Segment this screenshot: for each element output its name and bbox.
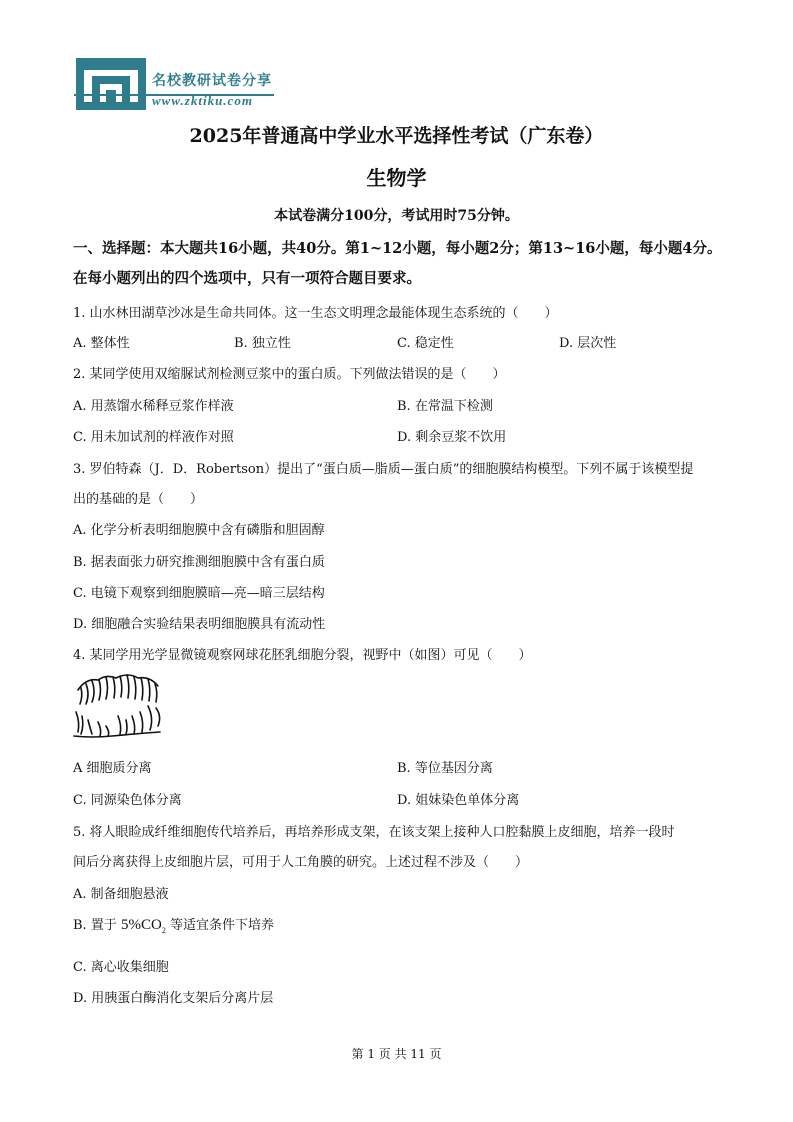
q1-option-a: A. 整体性 <box>73 336 130 351</box>
question-1-stem: 1. 山水林田湖草沙冰是生命共同体。这一生态文明理念最能体现生态系统的（ ） <box>73 306 558 321</box>
q1-option-b: B. 独立性 <box>234 336 291 351</box>
exam-info: 本试卷满分100分，考试用时75分钟。 <box>274 208 519 224</box>
section-heading: 一、选择题：本大题共16小题，共40分。第1~12小题，每小题2分；第13~16小题，每小题4分。在每小题列出的四个选项中，只有一项符合题目要求。 <box>73 240 722 287</box>
q3-option-d: D. 细胞融合实验结果表明细胞膜具有流动性 <box>73 617 326 632</box>
q2-option-a: A. 用蒸馏水稀释豆浆作样液 <box>73 399 234 414</box>
exam-title: 2025年普通高中学业水平选择性考试（广东卷） <box>189 125 604 147</box>
cell-division-sketch <box>72 672 166 740</box>
question-4-stem: 4. 某同学用光学显微镜观察网球花胚乳细胞分裂，视野中（如图）可见（ ） <box>73 648 532 663</box>
question-2-stem: 2. 某同学使用双缩脲试剂检测豆浆中的蛋白质。下列做法错误的是（ ） <box>73 367 506 382</box>
q1-option-c: C. 稳定性 <box>397 336 454 351</box>
q3-option-b: B. 据表面张力研究推测细胞膜中含有蛋白质 <box>73 555 325 570</box>
q3-option-a: A. 化学分析表明细胞膜中含有磷脂和胆固醇 <box>73 523 325 538</box>
q4-option-d: D. 姐妹染色单体分离 <box>397 793 520 808</box>
q5-option-b-label: B. 置于 <box>73 918 117 933</box>
question-5-stem-line1: 5. 将人眼睑成纤维细胞传代培养后，再培养形成支架，在该支架上接种人口腔黏膜上皮细胞，培养一段时 <box>73 825 675 840</box>
q2-option-d: D. 剩余豆浆不饮用 <box>397 430 507 445</box>
q2-option-b: B. 在常温下检测 <box>397 399 493 414</box>
q1-option-d: D. 层次性 <box>559 336 617 351</box>
q5-option-b-rest: 等适宜条件下培养 <box>169 918 274 933</box>
question-3-stem-line1: 3. 罗伯特森（J．D．Robertson）提出了“蛋白质—脂质—蛋白质”的细胞膜结构模型。下列不属于该模型提 <box>73 462 694 477</box>
page-number: 第 1 页 共 11 页 <box>351 1047 442 1061</box>
question-3-stem-line2: 出的基础的是（ ） <box>73 492 204 507</box>
question-5-stem-line2: 间后分离获得上皮细胞片层，可用于人工角膜的研究。上述过程不涉及（ ） <box>73 855 529 870</box>
logo-mark <box>76 58 146 110</box>
q2-option-c: C. 用未加试剂的样液作对照 <box>73 430 234 445</box>
q5-option-c: C. 离心收集细胞 <box>73 960 169 975</box>
logo-text: 名校教研试卷分享 <box>152 73 272 89</box>
q5-option-b-formula: $5\%CO_2$ <box>120 917 166 935</box>
q4-option-b: B. 等位基因分离 <box>397 761 493 776</box>
q4-option-a: A 细胞质分离 <box>73 761 152 776</box>
q4-option-c: C. 同源染色体分离 <box>73 793 182 808</box>
logo-building-icon <box>76 58 146 110</box>
micrograph-figure <box>72 672 166 740</box>
q5-option-d: D. 用胰蛋白酶消化支架后分离片层 <box>73 991 274 1006</box>
exam-subject: 生物学 <box>366 166 427 190</box>
q5-option-a: A. 制备细胞悬液 <box>73 887 169 902</box>
q3-option-c: C. 电镜下观察到细胞膜暗—亮—暗三层结构 <box>73 586 325 601</box>
logo-url: www.zktiku.com <box>152 93 253 108</box>
q5-option-b <box>73 914 274 935</box>
